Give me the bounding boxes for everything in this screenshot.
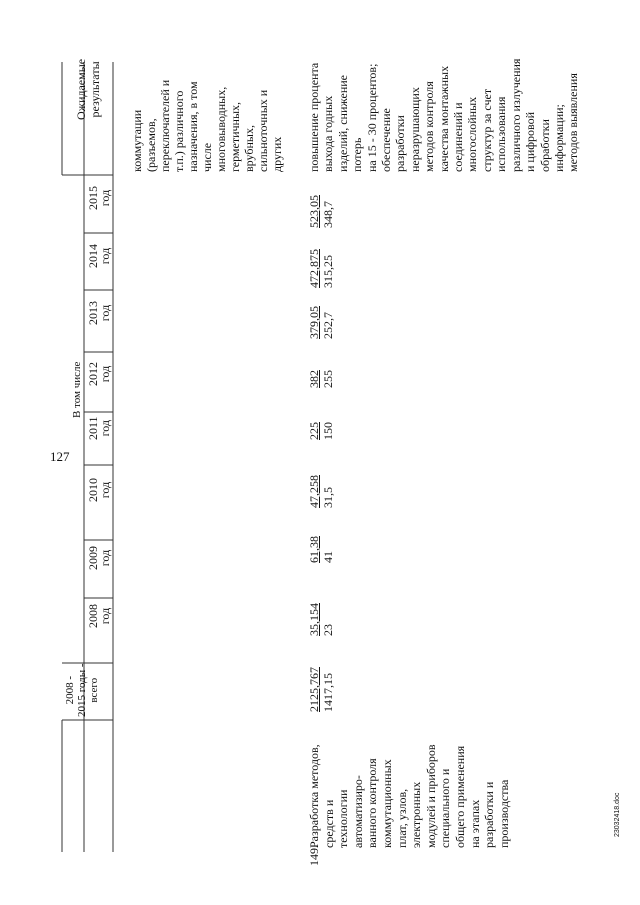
row-results-line: обработки [537, 119, 552, 172]
row-results-line: на 15 - 30 процентов; [364, 63, 379, 172]
row-name-line: ванного контроля [365, 758, 380, 848]
prev-results-line: (разъемов, [144, 118, 158, 172]
year-col-2009 [87, 546, 111, 570]
row-name-line: общего применения [452, 745, 467, 848]
prev-results-line: коммутации [130, 109, 144, 172]
header-results-line: Ожидаемые [74, 58, 88, 120]
row-name-line: на этапах [467, 799, 482, 848]
year: 2014 [86, 244, 100, 268]
header-total-line: 2015 годы - [76, 663, 88, 717]
value-top: 225 [307, 422, 321, 440]
row-total-cell [307, 667, 335, 712]
row-name-line: Разработка методов, [307, 744, 321, 848]
prev-results-line: других [270, 136, 284, 172]
prev-results-line: назначения, в том [186, 81, 200, 172]
row-total-bottom: 1417,15 [321, 673, 335, 712]
year-unit: год [98, 247, 112, 265]
value-2012 [307, 370, 335, 388]
row-name-line: разработки и [482, 781, 497, 848]
row-name-line: плат, узлов, [394, 788, 409, 848]
value-2011 [307, 422, 335, 440]
row-results-line: методов контроля [422, 81, 437, 172]
value-top: 379,05 [307, 306, 321, 339]
year-unit: год [98, 420, 112, 437]
footer-code: 23032418.doc [614, 792, 621, 837]
row-results-line: обеспечение [379, 108, 394, 172]
value-top: 382 [307, 370, 321, 388]
year: 2015 [86, 186, 100, 210]
row-results-line: изделий, снижение [335, 74, 350, 172]
value-bottom: 23 [321, 624, 335, 636]
value-bottom: 31,5 [321, 487, 335, 508]
row-results-line: структур за счет [479, 88, 494, 172]
value-top: 47,258 [307, 475, 321, 508]
row-name-line: модулей и приборов [423, 744, 438, 848]
year-col-2011 [87, 416, 111, 440]
year-col-2008 [87, 604, 111, 628]
prev-results-line: герметичных, [228, 101, 242, 172]
row-results [307, 59, 581, 172]
year-unit: год [98, 549, 112, 567]
prev-results-line: переключателей и [158, 79, 172, 172]
header-in-total: В том числе [71, 361, 83, 418]
year: 2013 [86, 301, 100, 325]
value-bottom: 41 [321, 551, 335, 563]
row-results-line: выхода годных [321, 95, 336, 172]
row-name-line: производства [496, 779, 511, 848]
year-col-2015 [87, 186, 111, 210]
row-results-line: разработки [393, 115, 408, 172]
row-name-line: электронных [409, 781, 424, 848]
year: 2012 [86, 362, 100, 386]
prev-results-line: числе [200, 142, 214, 172]
prev-results-line: врубных, [242, 125, 256, 172]
prev-results [130, 80, 284, 172]
page-number: 127 [50, 449, 70, 464]
row-results-line: потерь [350, 137, 365, 172]
row-results-line: различного излучения [508, 58, 523, 172]
row-name-line: специального и [438, 768, 453, 848]
value-2008 [307, 603, 335, 636]
row-results-line: повышение процента [307, 62, 321, 172]
row-results-line: соединений и [451, 102, 466, 172]
row-name-line: коммутационных [379, 759, 394, 848]
row-results-line: качества монтажных [436, 65, 451, 172]
year-unit: год [98, 365, 112, 383]
value-top: 61,38 [307, 536, 321, 563]
year-col-2013 [87, 301, 111, 325]
value-2015 [307, 195, 335, 228]
row-results-line: многослойных [465, 96, 480, 172]
year: 2008 [86, 604, 100, 628]
value-top: 35,154 [307, 603, 321, 636]
row-results-line: использования [494, 96, 509, 172]
value-2010 [307, 475, 335, 508]
value-top: 523,05 [307, 195, 321, 228]
year-unit: год [98, 189, 112, 207]
year: 2010 [86, 478, 100, 502]
row-name-line: средств и [321, 799, 336, 848]
row-results-line: методов выявления [566, 73, 581, 172]
row-name [307, 744, 511, 848]
header-results [74, 59, 102, 120]
row-results-line: неразрушающих [407, 87, 422, 172]
value-2013 [307, 306, 335, 339]
prev-results-line: т.п.) различного [172, 90, 186, 172]
value-bottom: 252,7 [321, 312, 335, 339]
year-col-2014 [87, 244, 111, 268]
value-2009 [307, 536, 335, 563]
header-results-line: результаты [88, 61, 102, 118]
value-2014 [307, 249, 335, 288]
row-total-top: 2125,767 [307, 667, 321, 712]
value-bottom: 348,7 [321, 201, 335, 228]
row-results-line: и цифровой [523, 111, 538, 172]
row-name-line: технологии [336, 789, 351, 848]
year-unit: год [98, 607, 112, 625]
header-total-line: 2008 - [64, 676, 76, 705]
value-top: 472,875 [307, 249, 321, 288]
prev-results-line: многовыводных, [214, 86, 228, 172]
year: 2009 [86, 546, 100, 570]
value-bottom: 315,25 [321, 255, 335, 288]
header-total [64, 663, 100, 717]
year-col-2010 [87, 478, 111, 502]
value-bottom: 255 [321, 370, 335, 388]
year-unit: год [98, 481, 112, 499]
year-col-2012 [87, 362, 111, 386]
row-results-line: информации; [551, 104, 566, 172]
row-number: 149. [307, 845, 321, 866]
header-total-line: всего [88, 677, 100, 703]
year: 2011 [86, 416, 100, 440]
row-name-line: автоматизиро- [350, 775, 365, 848]
value-bottom: 150 [321, 422, 335, 440]
year-unit: год [98, 304, 112, 322]
prev-results-line: сильноточных и [256, 89, 270, 172]
